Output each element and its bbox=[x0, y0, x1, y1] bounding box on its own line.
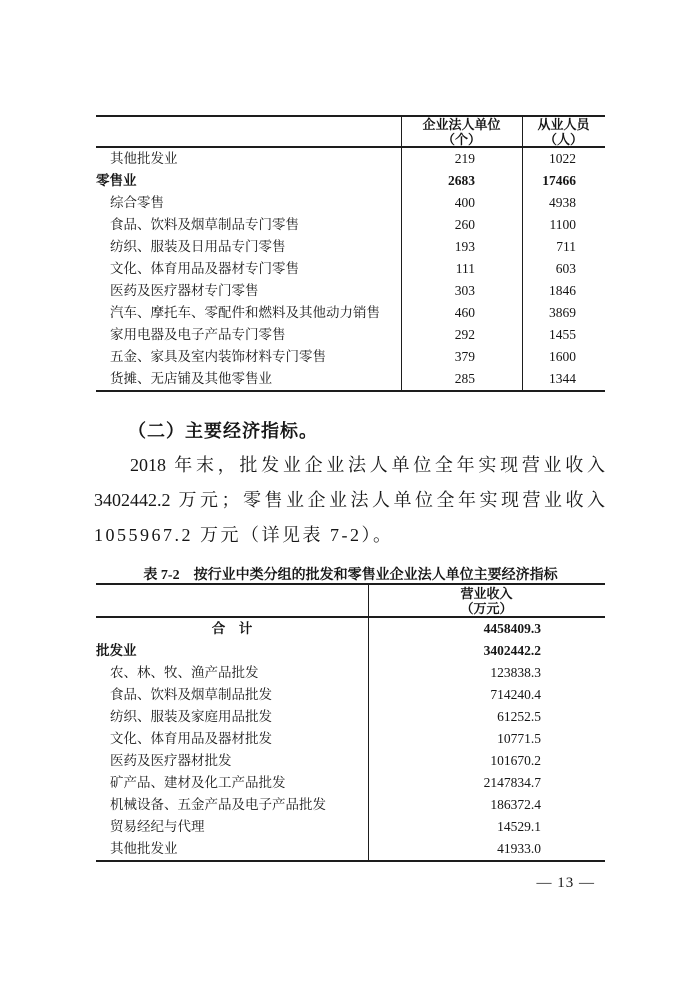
table2-title: 表 7-2 按行业中类分组的批发和零售业企业法人单位主要经济指标 bbox=[143, 568, 558, 583]
row-value-legal-units: 111 bbox=[455, 261, 475, 276]
page-number: — 13 — bbox=[536, 875, 595, 891]
header-legal-units-line2: （个） bbox=[441, 131, 481, 147]
row-label: 零售业 bbox=[96, 173, 137, 188]
row-label: 合 计 bbox=[211, 621, 253, 636]
row-value-employees: 4938 bbox=[549, 195, 576, 210]
table-row bbox=[96, 640, 605, 662]
row-label: 机械设备、五金产品及电子产品批发 bbox=[110, 797, 326, 812]
table-units-employees-body bbox=[96, 148, 605, 390]
row-value-legal-units: 379 bbox=[454, 349, 475, 364]
row-value-employees: 1022 bbox=[549, 151, 576, 166]
column-divider bbox=[368, 585, 369, 860]
row-label: 农、林、牧、渔产品批发 bbox=[110, 665, 259, 680]
row-value-employees: 711 bbox=[556, 239, 576, 254]
table-row bbox=[96, 662, 605, 684]
row-value-revenue: 41933.0 bbox=[497, 841, 541, 856]
table-row bbox=[96, 794, 605, 816]
table-row bbox=[96, 750, 605, 772]
row-value-revenue: 10771.5 bbox=[497, 731, 541, 746]
header-cell-employees bbox=[522, 117, 605, 146]
row-label: 综合零售 bbox=[110, 195, 164, 210]
table-row bbox=[96, 302, 605, 324]
header-legal-units-line1: 企业法人单位 bbox=[422, 116, 501, 132]
row-label: 纺织、服装及日用品专门零售 bbox=[110, 239, 286, 254]
table-row bbox=[96, 772, 605, 794]
row-value-revenue: 123838.3 bbox=[490, 665, 541, 680]
header-cell-revenue bbox=[368, 585, 605, 616]
row-label: 文化、体育用品及器材批发 bbox=[110, 731, 272, 746]
table-revenue-header bbox=[96, 585, 605, 618]
row-value-revenue: 186372.4 bbox=[490, 797, 541, 812]
row-value-legal-units: 285 bbox=[454, 371, 475, 386]
row-value-legal-units: 219 bbox=[454, 151, 475, 166]
row-value-employees: 1455 bbox=[549, 327, 576, 342]
table-row bbox=[96, 684, 605, 706]
row-value-employees: 1100 bbox=[549, 217, 576, 232]
table-row bbox=[96, 838, 605, 860]
row-value-legal-units: 292 bbox=[454, 327, 475, 342]
table-row bbox=[96, 706, 605, 728]
row-value-employees: 603 bbox=[555, 261, 576, 276]
table-revenue-body bbox=[96, 618, 605, 860]
header-employees-line1: 从业人员 bbox=[537, 116, 590, 132]
table-row bbox=[96, 148, 605, 170]
row-label: 其他批发业 bbox=[110, 841, 178, 856]
header-cell-legal-units bbox=[401, 117, 522, 146]
table-revenue bbox=[96, 583, 605, 862]
row-value-legal-units: 2683 bbox=[448, 173, 475, 188]
row-value-employees: 1600 bbox=[549, 349, 576, 364]
table-units-employees bbox=[96, 115, 605, 392]
table-row bbox=[96, 236, 605, 258]
table-row bbox=[96, 618, 605, 640]
row-value-legal-units: 400 bbox=[454, 195, 475, 210]
column-divider bbox=[401, 117, 402, 390]
table-row bbox=[96, 816, 605, 838]
paragraph-line: 2018 年末，批发业企业法人单位全年实现营业收入 bbox=[130, 455, 605, 475]
row-value-revenue: 4458409.3 bbox=[483, 621, 541, 636]
table-row bbox=[96, 280, 605, 302]
row-value-revenue: 14529.1 bbox=[497, 819, 541, 834]
row-label: 家用电器及电子产品专门零售 bbox=[110, 327, 286, 342]
table-row bbox=[96, 170, 605, 192]
row-value-revenue: 714240.4 bbox=[490, 687, 541, 702]
column-divider bbox=[522, 117, 523, 390]
section-heading: （二）主要经济指标。 bbox=[128, 421, 318, 441]
table-row bbox=[96, 728, 605, 750]
row-label: 文化、体育用品及器材专门零售 bbox=[110, 261, 299, 276]
row-label: 汽车、摩托车、零配件和燃料及其他动力销售 bbox=[110, 305, 380, 320]
row-value-legal-units: 460 bbox=[454, 305, 475, 320]
row-value-employees: 1846 bbox=[549, 283, 576, 298]
row-value-revenue: 61252.5 bbox=[497, 709, 541, 724]
row-label: 医药及医疗器材批发 bbox=[110, 753, 232, 768]
table-row bbox=[96, 368, 605, 390]
header-employees-line2: （人） bbox=[543, 131, 583, 147]
row-value-revenue: 2147834.7 bbox=[483, 775, 541, 790]
row-label: 食品、饮料及烟草制品专门零售 bbox=[110, 217, 299, 232]
row-label: 其他批发业 bbox=[110, 151, 178, 166]
header-revenue-line1: 营业收入 bbox=[460, 585, 513, 601]
table-units-employees-header bbox=[96, 117, 605, 148]
row-value-revenue: 101670.2 bbox=[490, 753, 541, 768]
table-row bbox=[96, 324, 605, 346]
row-value-legal-units: 193 bbox=[454, 239, 475, 254]
row-label: 医药及医疗器材专门零售 bbox=[110, 283, 259, 298]
row-value-legal-units: 260 bbox=[454, 217, 475, 232]
table-row bbox=[96, 258, 605, 280]
row-label: 批发业 bbox=[96, 643, 137, 658]
row-label: 五金、家具及室内装饰材料专门零售 bbox=[110, 349, 326, 364]
paragraph-line: 3402442.2 万元；零售业企业法人单位全年实现营业收入 bbox=[94, 490, 605, 510]
row-label: 贸易经纪与代理 bbox=[110, 819, 205, 834]
row-label: 货摊、无店铺及其他零售业 bbox=[110, 371, 272, 386]
header-revenue-line2: （万元） bbox=[460, 600, 513, 616]
row-label: 矿产品、建材及化工产品批发 bbox=[110, 775, 286, 790]
header-cell-empty bbox=[96, 585, 368, 616]
row-value-revenue: 3402442.2 bbox=[483, 643, 541, 658]
row-value-employees: 3869 bbox=[549, 305, 576, 320]
paragraph-line: 1055967.2 万元（详见表 7-2）。 bbox=[94, 525, 394, 545]
row-label: 食品、饮料及烟草制品批发 bbox=[110, 687, 272, 702]
row-value-employees: 1344 bbox=[549, 371, 576, 386]
header-cell-empty bbox=[96, 117, 401, 146]
table-row bbox=[96, 192, 605, 214]
table-row bbox=[96, 214, 605, 236]
row-value-legal-units: 303 bbox=[454, 283, 475, 298]
row-label: 纺织、服装及家庭用品批发 bbox=[110, 709, 272, 724]
table-row bbox=[96, 346, 605, 368]
row-value-employees: 17466 bbox=[542, 173, 576, 188]
